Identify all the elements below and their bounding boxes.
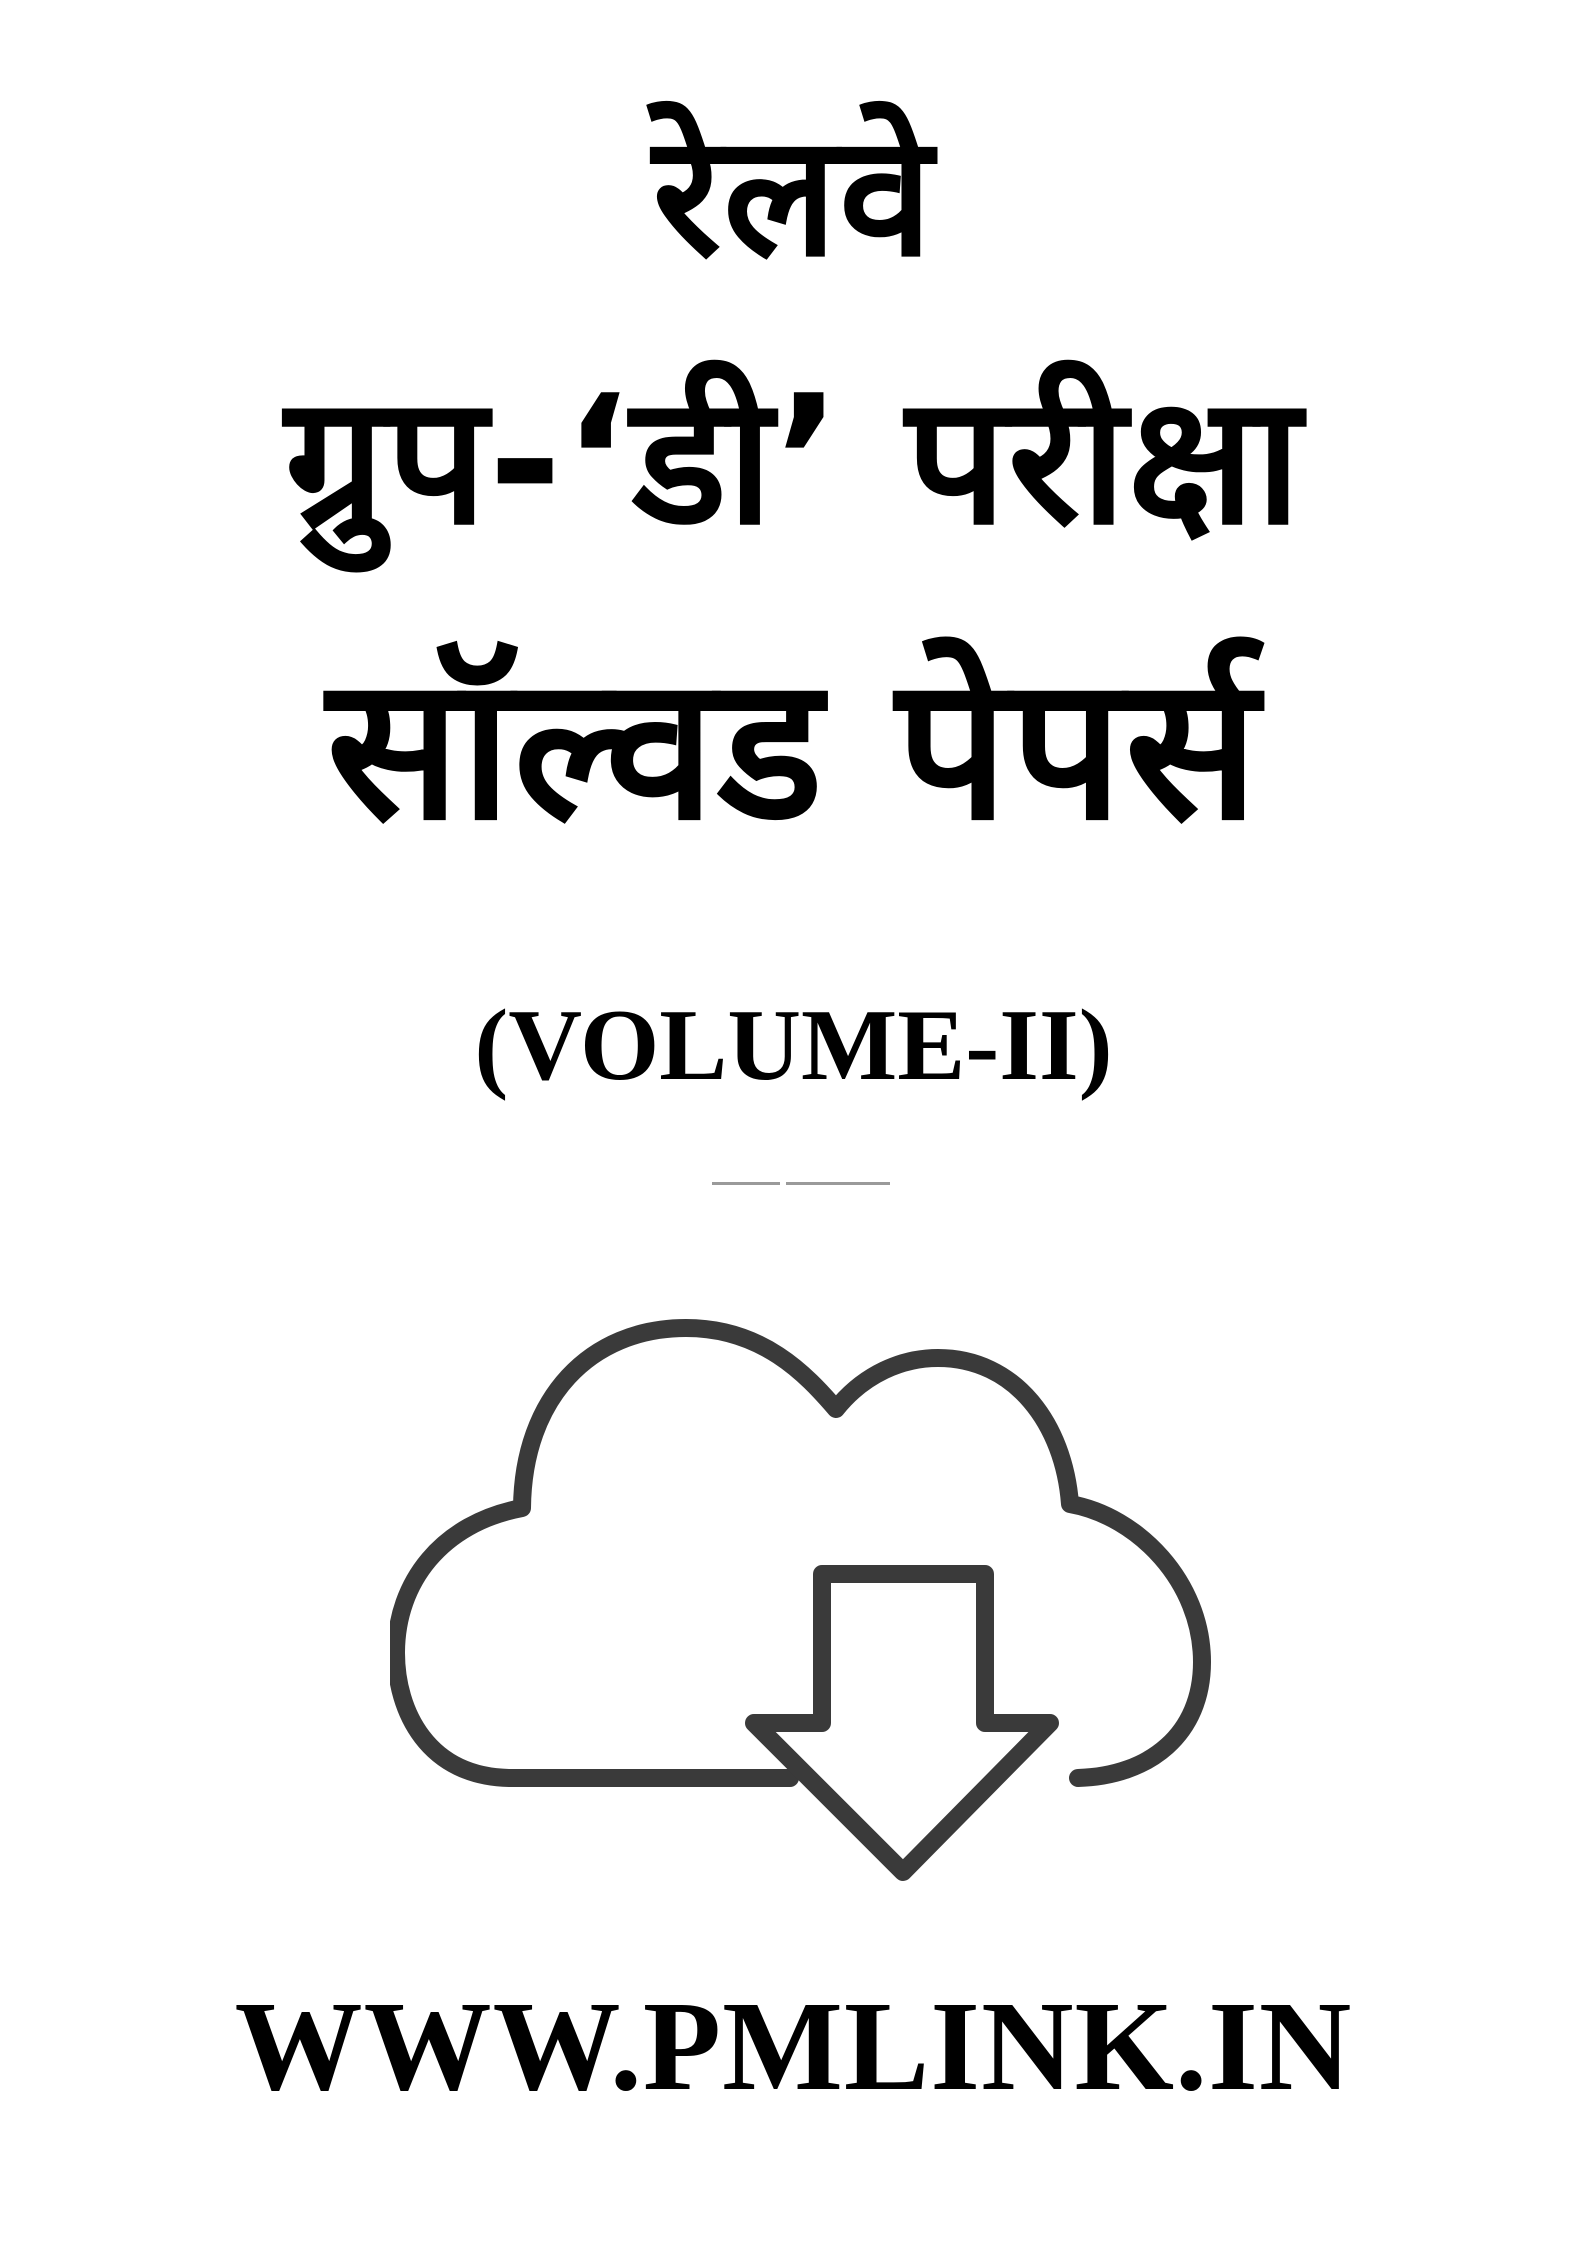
cloud-outline	[396, 1328, 1202, 1778]
download-arrow	[754, 1574, 1050, 1872]
title-line-group-d-exam: ग्रुप-‘डी’ परीक्षा	[284, 357, 1303, 564]
cloud-download-icon	[390, 1290, 1220, 1890]
website-url: WWW.PMLINK.IN	[234, 1975, 1353, 2117]
volume-label: (VOLUME-II)	[474, 989, 1113, 1102]
title-line-solved-papers: सॉल्वड पेपर्स	[326, 633, 1261, 864]
divider-right	[786, 1182, 890, 1185]
title-line-railway: रेलवे	[652, 98, 935, 294]
divider-left	[712, 1182, 780, 1185]
